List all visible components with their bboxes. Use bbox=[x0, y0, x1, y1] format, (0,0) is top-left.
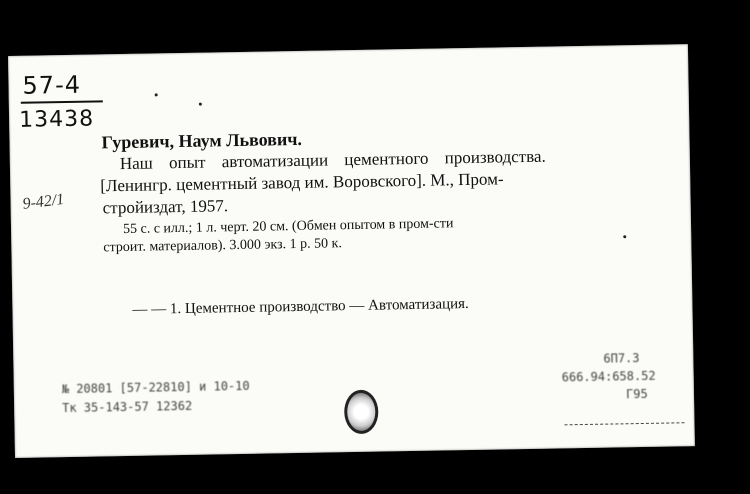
footer-right-line-3: Г95 bbox=[625, 386, 648, 402]
physical-description-line-1: 55 с. с илл.; 1 л. черт. 20 см. (Обмен опытом в пром-сти bbox=[122, 216, 454, 238]
ink-speck bbox=[155, 93, 158, 96]
call-number: 57-4 bbox=[22, 70, 82, 100]
ink-speck bbox=[199, 103, 202, 106]
title-line-1: Наш опыт автоматизации цементного производства. bbox=[119, 146, 546, 174]
title-line-2: [Ленингр. цементный завод им. Воровского]. М., Пром- bbox=[100, 169, 504, 196]
inventory-number: 13438 bbox=[18, 106, 95, 133]
subject-heading: — — 1. Цементное производство — Автоматизация. bbox=[132, 295, 469, 318]
title-line-3: стройиздат, 1957. bbox=[102, 196, 229, 218]
footer-right-line-2: 666.94:658.52 bbox=[561, 368, 656, 385]
call-number-underline bbox=[21, 100, 103, 103]
author-heading: Гуревич, Наум Львович. bbox=[101, 128, 303, 153]
footer-right-line-1: 6П7.3 bbox=[603, 351, 640, 366]
physical-description-line-2: строит. материалов). 3.000 экз. 1 р. 50 к. bbox=[103, 236, 343, 256]
margin-note: 9-42/1 bbox=[21, 190, 66, 213]
dotted-rule bbox=[565, 422, 685, 425]
footer-left-line-1: № 20801 [57-22810] и 10-10 bbox=[61, 378, 250, 397]
catalog-card bbox=[8, 44, 695, 458]
stamp-seal bbox=[344, 390, 379, 435]
footer-left-line-2: Тк 35-143-57 12362 bbox=[62, 398, 193, 416]
ink-speck bbox=[623, 235, 626, 238]
